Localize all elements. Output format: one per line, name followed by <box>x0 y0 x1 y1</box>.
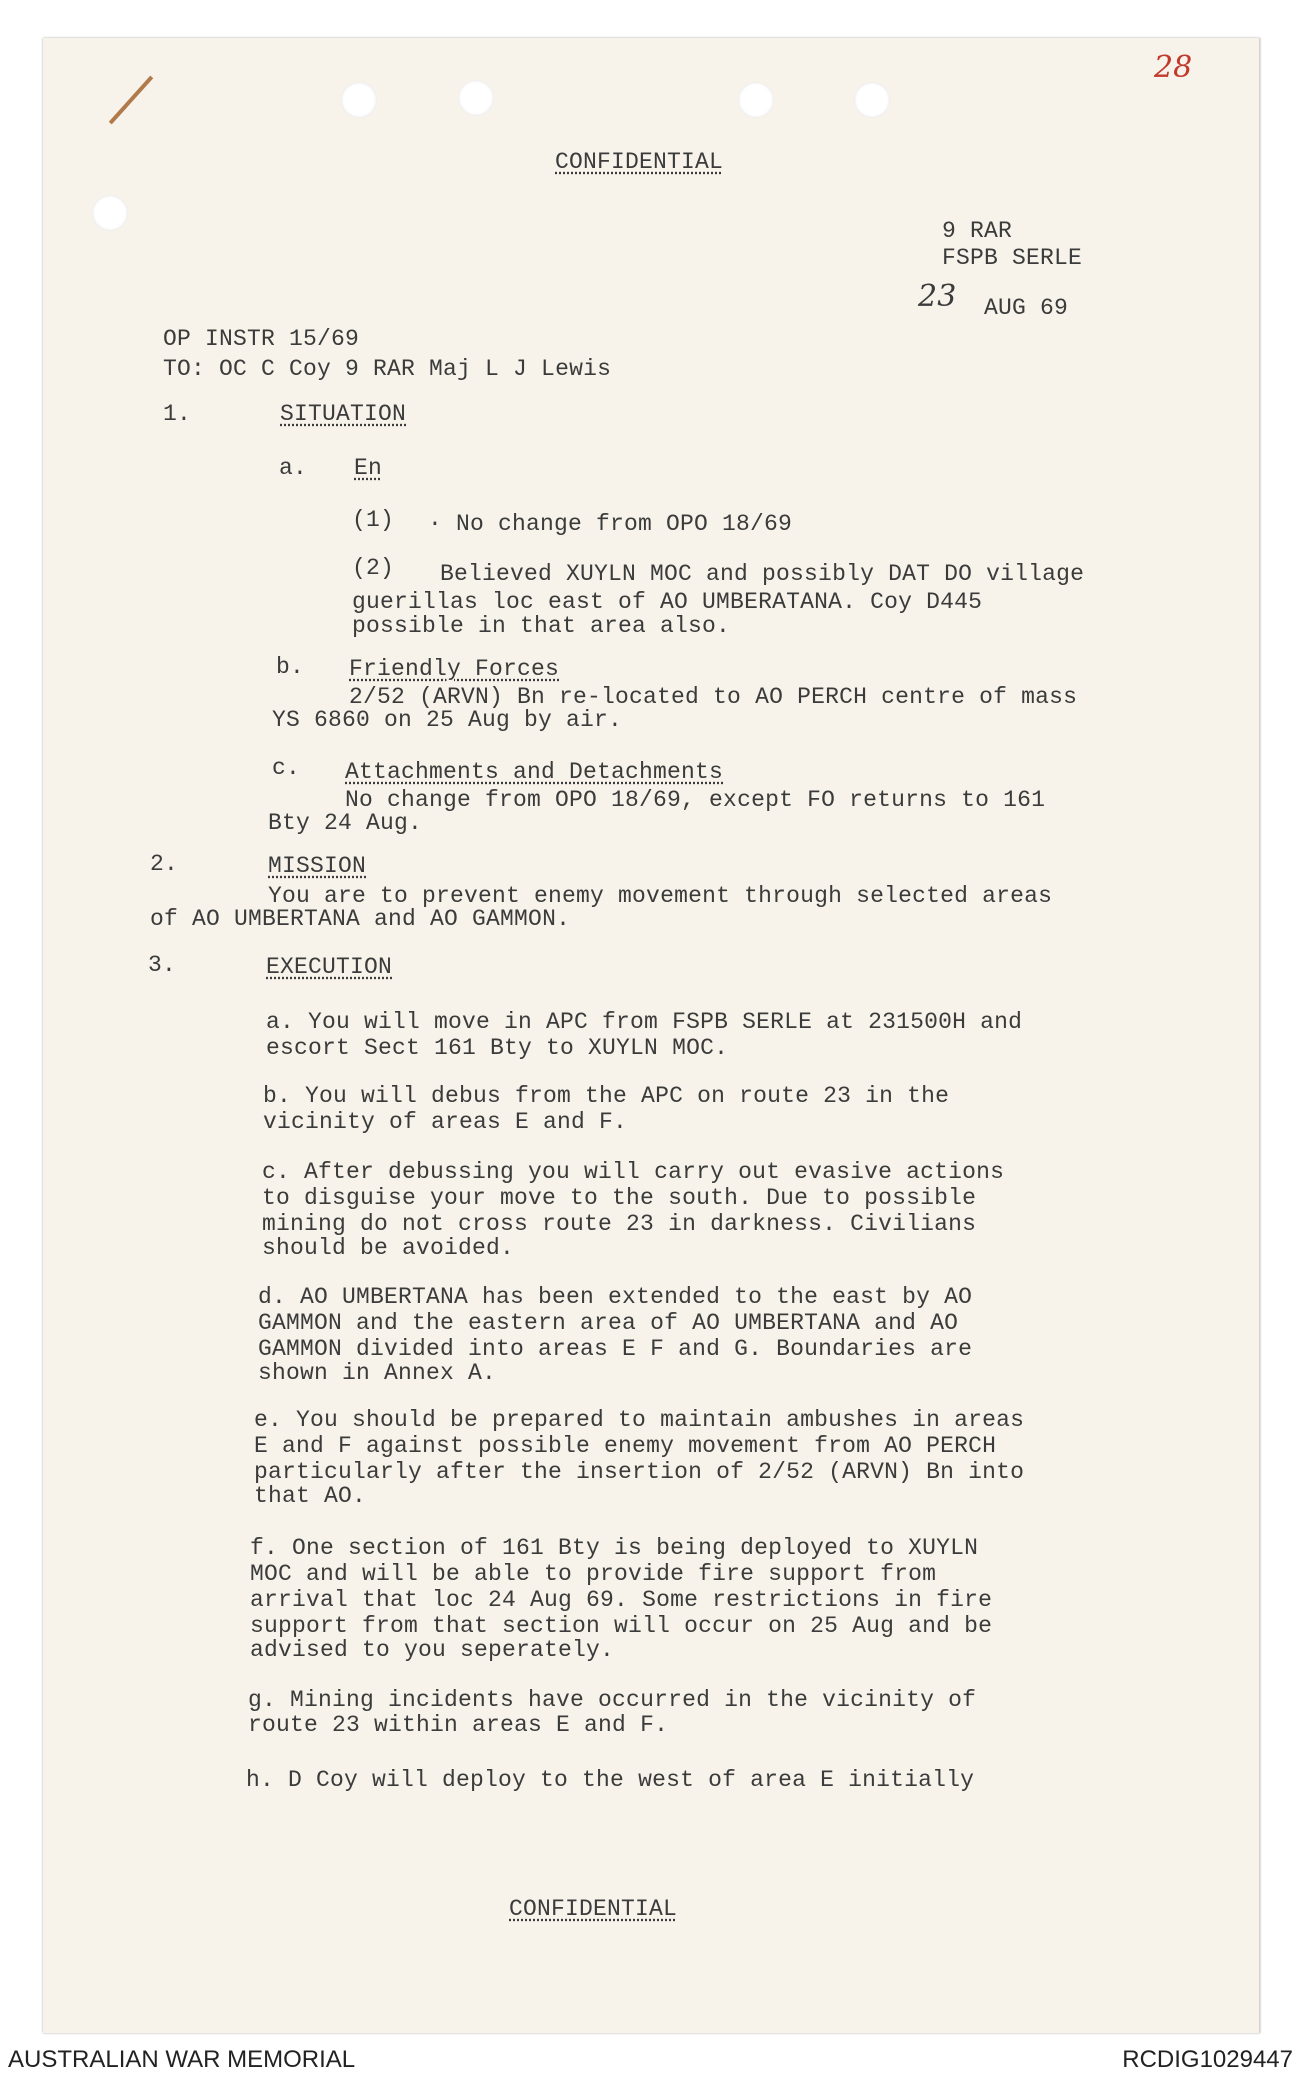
para-1a2-line: guerillas loc east of AO UMBERATANA. Coy D445 <box>352 589 983 615</box>
para-3f-line: advised to you seperately. <box>250 1637 615 1663</box>
para-3f-line: f. One section of 161 Bty is being deployed to XUYLN <box>250 1535 979 1561</box>
para-3f-line: support from that section will occur on 25 Aug and be <box>250 1613 993 1639</box>
para-3e-line: that AO. <box>254 1483 367 1509</box>
para-3f-line: MOC and will be able to provide fire support from <box>250 1561 937 1587</box>
para-3e-line: E and F against possible enemy movement from AO PERCH <box>254 1433 997 1459</box>
section-1-number: 1. <box>163 401 192 427</box>
para-3c-line: mining do not cross route 23 in darkness. Civilians <box>262 1211 977 1237</box>
para-1c-title: Attachments and Detachments <box>345 759 724 785</box>
para-3e-line: e. You should be prepared to maintain ambushes in areas <box>254 1407 1025 1433</box>
para-1a1-text: · No change from OPO 18/69 <box>428 511 793 537</box>
para-3a-line: a. You will move in APC from FSPB SERLE at 231500H and <box>266 1009 1023 1035</box>
footer-institution: AUSTRALIAN WAR MEMORIAL <box>8 2046 356 2073</box>
footer-record-id: RCDIG1029447 <box>1122 2046 1293 2073</box>
mission-line: of AO UMBERTANA and AO GAMMON. <box>150 906 571 932</box>
mission-line: You are to prevent enemy movement through selected areas <box>268 883 1053 909</box>
date-month-year: AUG 69 <box>984 295 1069 321</box>
page-number: 28 <box>1154 50 1193 85</box>
para-3b-line: vicinity of areas E and F. <box>263 1109 628 1135</box>
para-1b-label: b. <box>276 654 305 680</box>
para-3g-line: route 23 within areas E and F. <box>248 1712 669 1738</box>
punch-hole <box>458 80 494 116</box>
para-1a2-line: Believed XUYLN MOC and possibly DAT DO village <box>440 561 1085 587</box>
punch-hole <box>854 82 890 118</box>
para-1a1-number: (1) <box>352 507 395 533</box>
unit-label: 9 RAR <box>942 218 1013 244</box>
para-1c-line: No change from OPO 18/69, except FO returns to 161 <box>345 787 1046 813</box>
punch-hole <box>92 195 128 231</box>
para-1a-title: En <box>354 455 383 481</box>
section-3-title: EXECUTION <box>266 954 393 980</box>
op-instr-ref: OP INSTR 15/69 <box>163 326 360 352</box>
para-3h-line: h. D Coy will deploy to the west of area E initially <box>246 1767 975 1793</box>
para-1b-line: YS 6860 on 25 Aug by air. <box>272 707 623 733</box>
para-3c-line: to disguise your move to the south. Due to possible <box>262 1185 977 1211</box>
para-3d-line: shown in Annex A. <box>258 1360 497 1386</box>
para-1a2-line: possible in that area also. <box>352 613 731 639</box>
para-3a-line: escort Sect 161 Bty to XUYLN MOC. <box>266 1035 729 1061</box>
para-1c-label: c. <box>272 755 301 781</box>
punch-hole <box>738 82 774 118</box>
location-label: FSPB SERLE <box>942 245 1083 271</box>
section-3-number: 3. <box>148 952 177 978</box>
para-3f-line: arrival that loc 24 Aug 69. Some restrictions in fire <box>250 1587 993 1613</box>
para-3d-line: GAMMON and the eastern area of AO UMBERTANA and AO <box>258 1310 959 1336</box>
para-1a2-number: (2) <box>352 555 395 581</box>
classification-top: CONFIDENTIAL <box>555 149 724 175</box>
section-1-title: SITUATION <box>280 401 407 427</box>
addressee-line: TO: OC C Coy 9 RAR Maj L J Lewis <box>163 356 612 382</box>
para-3d-line: d. AO UMBERTANA has been extended to the east by AO <box>258 1284 973 1310</box>
section-2-title: MISSION <box>268 853 367 879</box>
para-3b-line: b. You will debus from the APC on route 23 in the <box>263 1083 950 1109</box>
para-1a-label: a. <box>279 455 308 481</box>
para-1b-line: 2/52 (ARVN) Bn re-located to AO PERCH centre of mass <box>349 684 1078 710</box>
para-1c-line: Bty 24 Aug. <box>268 810 423 836</box>
para-3c-line: should be avoided. <box>262 1235 515 1261</box>
para-3d-line: GAMMON divided into areas E F and G. Boundaries are <box>258 1336 973 1362</box>
para-1b-title: Friendly Forces <box>349 656 560 682</box>
para-3e-line: particularly after the insertion of 2/52 (ARVN) Bn into <box>254 1459 1025 1485</box>
classification-bottom: CONFIDENTIAL <box>509 1896 678 1922</box>
section-2-number: 2. <box>150 851 179 877</box>
punch-hole <box>341 82 377 118</box>
date-day: 23 <box>918 279 957 314</box>
para-3c-line: c. After debussing you will carry out evasive actions <box>262 1159 1005 1185</box>
para-3g-line: g. Mining incidents have occurred in the vicinity of <box>248 1687 977 1713</box>
